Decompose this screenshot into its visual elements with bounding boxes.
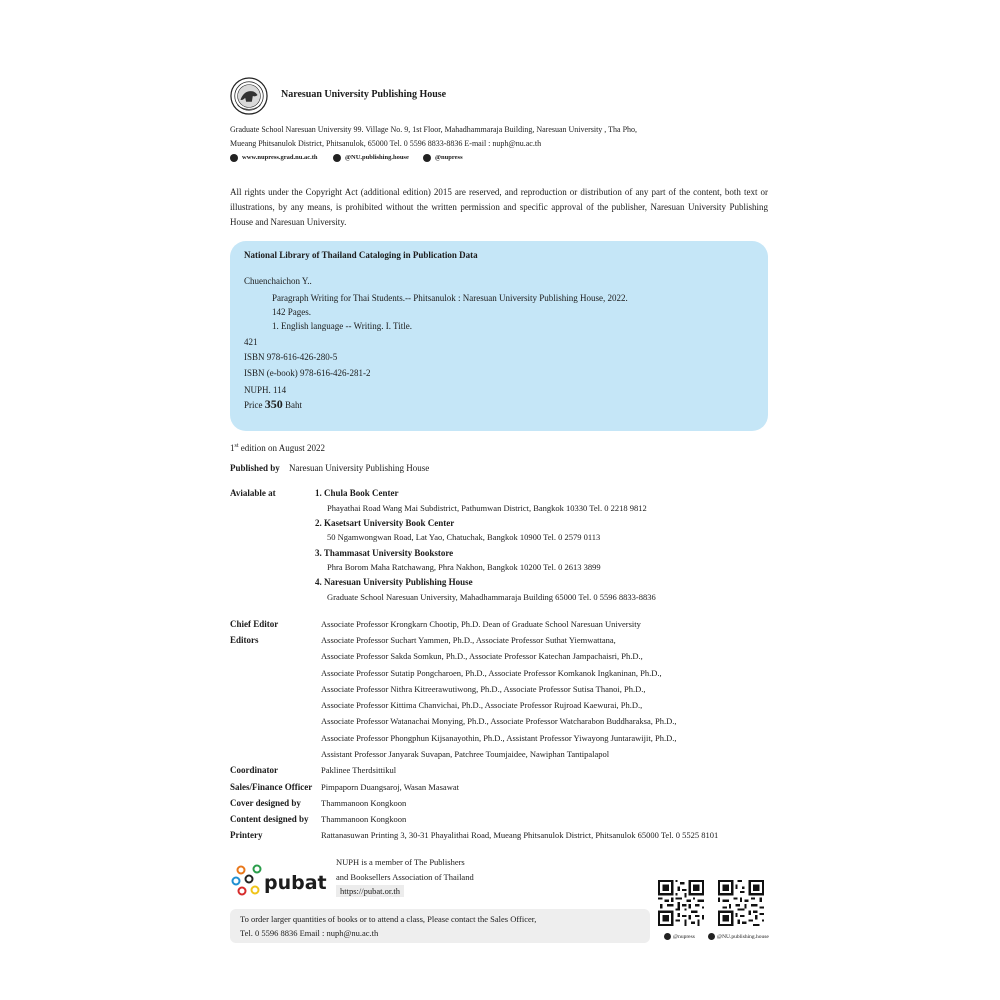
store-name-1: 1. Chula Book Center	[315, 488, 399, 498]
cover-label: Cover designed by	[230, 798, 301, 808]
content-value: Thammanoon Kongkoon	[321, 814, 407, 824]
member-line-1: NUPH is a member of The Publishers	[336, 857, 465, 867]
price-unit: Baht	[285, 400, 302, 410]
cip-isbn-ebook: ISBN (e-book) 978-616-426-281-2	[244, 368, 371, 378]
social-website[interactable]	[230, 154, 318, 162]
pubat-link[interactable]: https://pubat.or.th	[336, 885, 404, 897]
editor-line: Associate Professor Phongphun Kijsanayothin, Ph.D., Assistant Professor Yiwayong Juntarawijit, Ph.D.,	[321, 733, 677, 743]
printery-label: Printery	[230, 830, 263, 840]
order-contact-box	[230, 909, 650, 943]
website-label: www.nupress.grad.nu.ac.th	[242, 154, 318, 161]
facebook-icon	[708, 933, 715, 940]
social-line[interactable]	[423, 154, 463, 162]
member-line-2: and Booksellers Association of Thailand	[336, 872, 474, 882]
edition-line	[230, 443, 325, 453]
store-address-1: Phayathai Road Wang Mai Subdistrict, Pathumwan District, Bangkok 10330 Tel. 0 2218 9812	[327, 503, 647, 513]
store-name-4: 4. Naresuan University Publishing House	[315, 577, 473, 587]
pubat-logo	[231, 862, 331, 898]
cip-pages: 142 Pages.	[272, 307, 311, 317]
cip-isbn: ISBN 978-616-426-280-5	[244, 352, 338, 362]
qr-caption-line	[664, 933, 695, 940]
available-label: Avialable at	[230, 488, 276, 498]
qr-caption-line-label: @nupress	[673, 933, 695, 940]
cip-class: 421	[244, 337, 258, 347]
edition-suffix: st	[234, 443, 239, 449]
publisher-address	[230, 125, 770, 149]
price-value: 350	[264, 397, 283, 411]
cip-author: Chuenchaichon Y..	[244, 276, 312, 286]
coordinator-label: Coordinator	[230, 765, 278, 775]
facebook-icon	[333, 154, 341, 162]
content-label: Content designed by	[230, 814, 309, 824]
copyright-notice: All rights under the Copyright Act (additional edition) 2015 are reserved, and reproduction or distribution of any part of the content, both text or illustrations, by any means, is prohibited without the written permission and specific approval of the publisher, Naresuan University Publishing House and Naresuan University.	[230, 187, 768, 227]
editor-line: Associate Professor Kittima Chanvichai, Ph.D., Associate Professor Rujroad Kaewurai, Ph.D.,	[321, 700, 643, 710]
university-seal-logo	[230, 77, 268, 115]
store-address-3: Phra Borom Maha Ratchawang, Phra Nakhon, Bangkok 10200 Tel. 0 2613 3899	[327, 562, 601, 572]
editor-line: Associate Professor Nithra Kitreerawutiwong, Ph.D., Associate Professor Sutisa Thanoi, Ph.D.,	[321, 684, 646, 694]
chief-editor-label: Chief Editor	[230, 619, 279, 629]
cip-price	[244, 399, 302, 411]
edition-ordinal: 1	[230, 443, 235, 453]
facebook-label: @NU.publishing.house	[345, 154, 409, 161]
qr-code-line[interactable]	[658, 880, 704, 926]
order-line-1: To order larger quantities of books or to attend a class, Please contact the Sales Officer,	[240, 914, 537, 924]
qr-code-facebook[interactable]	[718, 880, 764, 926]
address-line-1: Graduate School Naresuan University 99. Village No. 9, 1st Floor, Mahadhammaraja Building, Naresuan University , Tha Pho,	[230, 125, 638, 134]
cip-nuph: NUPH. 114	[244, 385, 287, 395]
sales-value: Pimpaporn Duangsaroj, Wasan Masawat	[321, 782, 459, 792]
cip-heading: National Library of Thailand Cataloging in Publication Data	[244, 250, 478, 260]
edition-text: edition on August 2022	[238, 443, 326, 453]
line-icon	[423, 154, 431, 162]
editor-line: Associate Professor Suchart Yammen, Ph.D., Associate Professor Suthat Yiemwattana,	[321, 635, 616, 645]
editor-line: Assistant Professor Janyarak Suvapan, Patchree Toumjaidee, Nawiphan Tantipalapol	[321, 749, 610, 759]
address-line-2: Mueang Phitsanulok District, Phitsanulok, 65000 Tel. 0 5596 8833-8836 E-mail : nuph@nu.ac.th	[230, 139, 542, 148]
cover-value: Thammanoon Kongkoon	[321, 798, 407, 808]
price-prefix: Price	[244, 400, 263, 410]
globe-icon	[230, 154, 238, 162]
qr-caption-facebook-label: @NU.publishing.house	[717, 933, 769, 940]
store-name-3: 3. Thammasat University Bookstore	[315, 548, 454, 558]
line-icon	[664, 933, 671, 940]
line-label: @nupress	[435, 154, 463, 161]
printery-value: Rattanasuwan Printing 3, 30-31 Phayalithai Road, Mueang Phitsanulok District, Phitsanulok 65000 Tel. 0 5525 8101	[321, 830, 719, 840]
editor-line: Associate Professor Sutatip Pongcharoen, Ph.D., Associate Professor Komkanok Ingkaninan, Ph.D.,	[321, 668, 662, 678]
chief-editor-value: Associate Professor Krongkarn Chootip, Ph.D. Dean of Graduate School Naresuan University	[321, 619, 641, 629]
editors-label: Editors	[230, 635, 259, 645]
pubat-wordmark: pubat	[264, 872, 327, 894]
qr-caption-facebook	[708, 933, 769, 940]
store-address-2: 50 Ngamwongwan Road, Lat Yao, Chatuchak, Bangkok 10900 Tel. 0 2579 0113	[327, 532, 601, 542]
sales-label: Sales/Finance Officer	[230, 782, 313, 792]
publisher-title: Naresuan University Publishing House	[281, 89, 447, 100]
published-by-value: Naresuan University Publishing House	[289, 463, 430, 473]
published-by-label: Published by	[230, 463, 280, 473]
social-facebook[interactable]	[333, 154, 409, 162]
store-address-4: Graduate School Naresuan University, Mahadhammaraja Building 65000 Tel. 0 5596 8833-8836	[327, 592, 656, 602]
editor-line: Associate Professor Watanachai Monying, Ph.D., Associate Professor Watcharabon Buddharaksa, Ph.D.,	[321, 716, 677, 726]
coordinator-value: Paklinee Therdsittikul	[321, 765, 397, 775]
cip-subject: 1. English language -- Writing. I. Title.	[272, 321, 412, 331]
order-line-2: Tel. 0 5596 8836 Email : nuph@nu.ac.th	[240, 928, 379, 938]
cataloging-box	[230, 241, 768, 431]
cip-title: Paragraph Writing for Thai Students.-- Phitsanulok : Naresuan University Publishing House, 2022.	[272, 293, 628, 303]
store-name-2: 2. Kasetsart University Book Center	[315, 518, 455, 528]
editor-line: Associate Professor Sakda Somkun, Ph.D., Associate Professor Katechan Jampachaisri, Ph.D.,	[321, 651, 643, 661]
